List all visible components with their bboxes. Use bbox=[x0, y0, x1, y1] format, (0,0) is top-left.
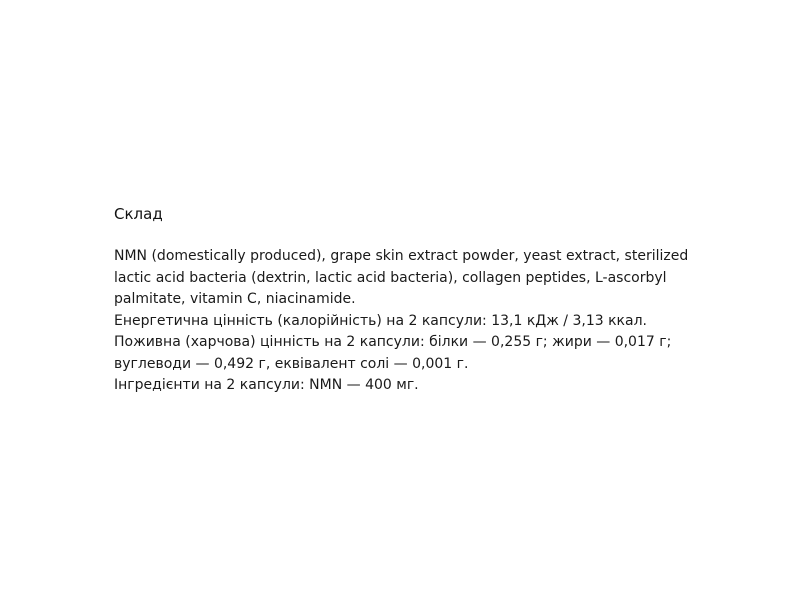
section-title: Склад bbox=[114, 205, 163, 223]
energy-value-line: Енергетична цінність (калорійність) на 2 капсули: 13,1 кДж / 3,13 ккал. bbox=[114, 312, 647, 329]
text-line: NMN (domestically produced), grape skin extract powder, yeast extract, sterilized bbox=[114, 248, 689, 264]
text-line: lactic acid bacteria (dextrin, lactic acid bacteria), collagen peptides, L-ascorbyl bbox=[114, 269, 667, 286]
ingredients-line: Інгредієнти на 2 капсули: NMN — 400 мг. bbox=[114, 377, 419, 393]
composition-text bbox=[114, 246, 714, 397]
composition-section bbox=[114, 204, 714, 397]
nutrition-value-line: вуглеводи — 0,492 г, еквівалент солі — 0,001 г. bbox=[114, 355, 469, 372]
nutrition-value-line: Поживна (харчова) цінність на 2 капсули: білки — 0,255 г; жири — 0,017 г; bbox=[114, 334, 672, 350]
text-line: palmitate, vitamin C, niacinamide. bbox=[114, 291, 356, 307]
